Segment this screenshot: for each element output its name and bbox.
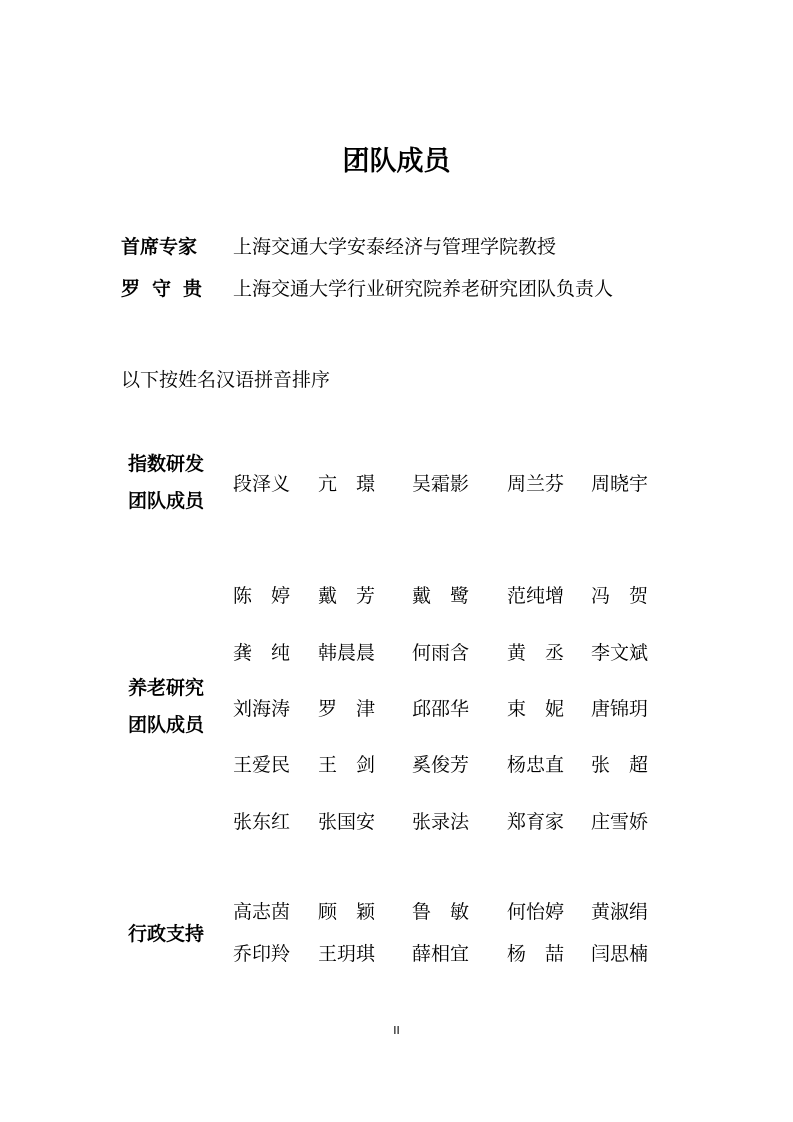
member-name: 庄雪娇 — [591, 811, 649, 833]
member-name: 唐锦玥 — [591, 698, 649, 720]
member-name: 陈 婷 — [233, 585, 291, 607]
member-name: 何怡婷 — [507, 901, 565, 923]
member-name: 何雨含 — [412, 642, 470, 664]
group-label-line: 行政支持 — [128, 923, 205, 945]
member-name: 顾 颖 — [318, 901, 376, 923]
lead-value-luo-shougui: 上海交通大学行业研究院养老研究团队负责人 — [233, 278, 614, 300]
group-label-eldercare-team — [128, 670, 204, 744]
group-label-index-team — [128, 446, 204, 520]
member-name: 龚 纯 — [233, 642, 291, 664]
member-name: 周兰芬 — [507, 473, 565, 495]
lead-label-chief-expert: 首席专家 — [121, 236, 198, 258]
member-name: 张东红 — [233, 811, 291, 833]
member-name: 亢 璟 — [318, 473, 376, 495]
member-name: 奚俊芳 — [412, 754, 470, 776]
member-name: 王 剑 — [318, 754, 376, 776]
member-name: 乔印羚 — [233, 943, 291, 965]
lead-value-chief-expert: 上海交通大学安泰经济与管理学院教授 — [233, 236, 557, 258]
page-title: 团队成员 — [342, 146, 451, 177]
group-label-admin-support — [128, 916, 204, 953]
member-name: 高志茵 — [233, 901, 291, 923]
group-label-line: 养老研究 — [128, 677, 205, 699]
member-name: 王爱民 — [233, 754, 291, 776]
member-name: 黄 丞 — [507, 642, 565, 664]
member-name: 黄淑绢 — [591, 901, 649, 923]
member-name: 罗 津 — [318, 698, 376, 720]
sort-order-note: 以下按姓名汉语拼音排序 — [121, 369, 331, 391]
member-name: 周晓宇 — [591, 473, 649, 495]
lead-label-luo-shougui: 罗守贵 — [121, 278, 215, 300]
member-name: 杨忠直 — [507, 754, 565, 776]
member-name: 范纯增 — [507, 585, 565, 607]
member-name: 薛相宜 — [412, 943, 470, 965]
member-name: 李文斌 — [591, 642, 649, 664]
member-name: 邱邵华 — [412, 698, 470, 720]
member-name: 戴 鹭 — [412, 585, 470, 607]
page-number: II — [393, 1024, 400, 1037]
member-name: 束 妮 — [507, 698, 565, 720]
member-name: 张国安 — [318, 811, 376, 833]
member-name: 郑育家 — [507, 811, 565, 833]
member-name: 张 超 — [591, 754, 649, 776]
group-label-line: 团队成员 — [128, 490, 205, 512]
member-name: 吴霜影 — [412, 473, 470, 495]
member-name: 王玥琪 — [318, 943, 376, 965]
group-label-line: 指数研发 — [128, 453, 205, 475]
member-name: 刘海涛 — [233, 698, 291, 720]
member-name: 韩晨晨 — [318, 642, 376, 664]
group-label-line: 团队成员 — [128, 714, 205, 736]
member-name: 张录法 — [412, 811, 470, 833]
member-name: 闫思楠 — [591, 943, 649, 965]
member-name: 段泽义 — [233, 473, 291, 495]
member-name: 冯 贺 — [591, 585, 649, 607]
member-name: 杨 喆 — [507, 943, 565, 965]
member-name: 鲁 敏 — [412, 901, 470, 923]
member-name: 戴 芳 — [318, 585, 376, 607]
